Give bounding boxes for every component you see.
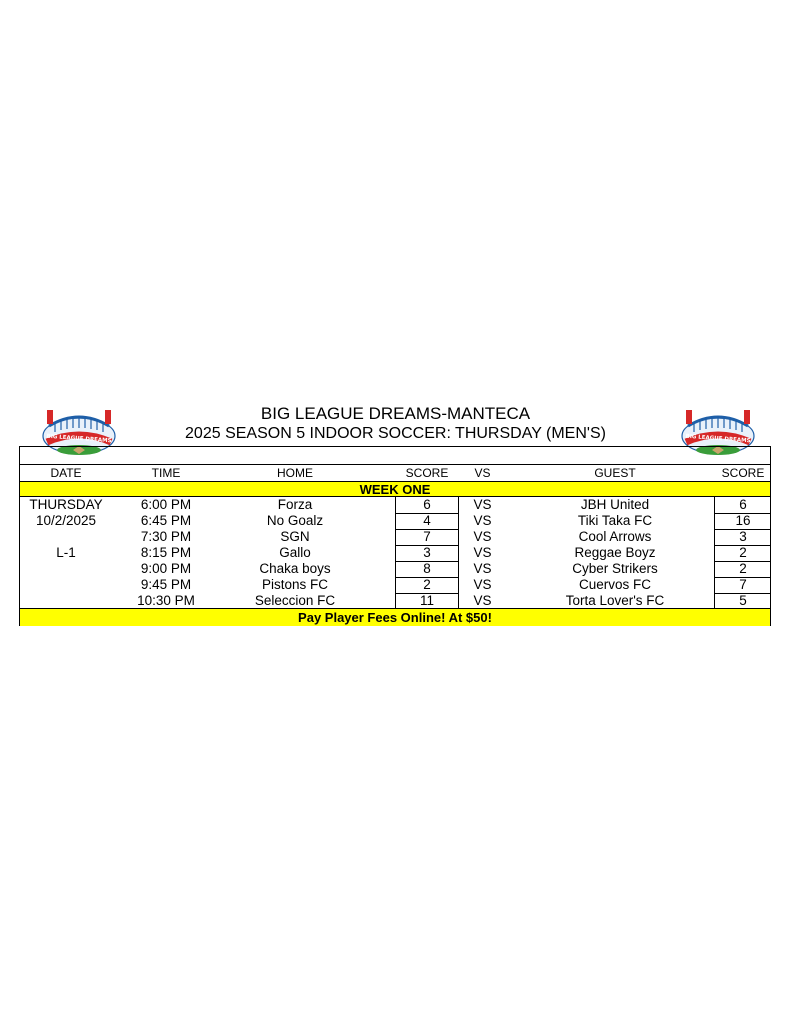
home-team: Chaka boys — [259, 561, 331, 576]
page-title: BIG LEAGUE DREAMS-MANTECA — [260, 404, 531, 423]
score-divider — [395, 577, 459, 578]
guest-team: Cyber Strikers — [572, 561, 658, 576]
guest-team: Tiki Taka FC — [577, 513, 653, 528]
vs-label: VS — [473, 577, 492, 592]
score-divider — [714, 545, 771, 546]
game-date: THURSDAY — [29, 497, 103, 512]
table-row — [20, 577, 770, 593]
home-score: 8 — [423, 561, 431, 576]
vs-label: VS — [473, 513, 492, 528]
payment-notice: Pay Player Fees Online! At $50! — [20, 608, 770, 626]
home-score: 7 — [423, 529, 431, 544]
guest-score: 5 — [739, 593, 747, 608]
table-row — [20, 593, 770, 609]
table-row — [20, 529, 770, 545]
vs-label: VS — [473, 497, 492, 512]
guest-team: Cuervos FC — [578, 577, 651, 592]
score-divider — [714, 513, 771, 514]
score-divider — [395, 513, 459, 514]
game-time: 10:30 PM — [137, 593, 195, 608]
score-divider — [395, 561, 459, 562]
guest-score: 16 — [735, 513, 751, 528]
guest-score: 6 — [739, 497, 747, 512]
home-score: 3 — [423, 545, 431, 560]
column-header-date: DATE — [50, 466, 82, 480]
score-divider — [714, 577, 771, 578]
home-team: Gallo — [279, 545, 311, 560]
column-header-guest: GUEST — [594, 466, 636, 480]
table-row — [20, 497, 770, 513]
column-header-home-score: SCORE — [405, 466, 449, 480]
home-score: 4 — [423, 513, 431, 528]
guest-team: Torta Lover's FC — [565, 593, 665, 608]
home-score: 11 — [419, 593, 434, 608]
game-time: 7:30 PM — [140, 529, 192, 544]
game-date: L-1 — [56, 545, 76, 560]
home-team: Forza — [277, 497, 313, 512]
table-row — [20, 561, 770, 577]
guest-score: 2 — [739, 561, 747, 576]
table-row — [20, 545, 770, 561]
game-time: 9:45 PM — [140, 577, 192, 592]
home-team: No Goalz — [266, 513, 324, 528]
page-subtitle: 2025 SEASON 5 INDOOR SOCCER: THURSDAY (MEN'S) — [185, 425, 606, 442]
guest-team: Cool Arrows — [578, 529, 652, 544]
home-team: Pistons FC — [261, 577, 329, 592]
game-time: 9:00 PM — [140, 561, 192, 576]
column-header-home: HOME — [277, 466, 313, 480]
score-divider — [714, 529, 771, 530]
home-score: 6 — [423, 497, 431, 512]
guest-score: 7 — [739, 577, 747, 592]
score-divider — [395, 545, 459, 546]
home-team: Seleccion FC — [254, 593, 336, 608]
table-header-row — [20, 464, 770, 482]
home-team: SGN — [280, 529, 310, 544]
column-header-time: TIME — [151, 466, 181, 480]
guest-score: 3 — [739, 529, 747, 544]
column-header-vs: VS — [474, 466, 491, 480]
svg-text:BIG LEAGUE DREAMS: BIG LEAGUE DREAMS — [685, 433, 751, 445]
vs-label: VS — [473, 561, 492, 576]
game-time: 8:15 PM — [140, 545, 192, 560]
score-divider — [395, 593, 459, 594]
game-date: 10/2/2025 — [35, 513, 97, 528]
game-time: 6:00 PM — [140, 497, 192, 512]
home-score: 2 — [423, 577, 431, 592]
score-divider — [714, 561, 771, 562]
schedule-table — [19, 446, 771, 626]
vs-label: VS — [473, 593, 492, 608]
vs-label: VS — [473, 545, 492, 560]
week-banner: WEEK ONE — [20, 481, 770, 497]
guest-team: Reggae Boyz — [574, 545, 656, 560]
score-divider — [395, 529, 459, 530]
guest-score: 2 — [739, 545, 747, 560]
table-row — [20, 513, 770, 529]
svg-text:BIG LEAGUE DREAMS: BIG LEAGUE DREAMS — [46, 433, 112, 445]
column-header-guest-score: SCORE — [721, 466, 765, 480]
score-divider — [714, 593, 771, 594]
vs-label: VS — [473, 529, 492, 544]
game-time: 6:45 PM — [140, 513, 192, 528]
guest-team: JBH United — [580, 497, 650, 512]
